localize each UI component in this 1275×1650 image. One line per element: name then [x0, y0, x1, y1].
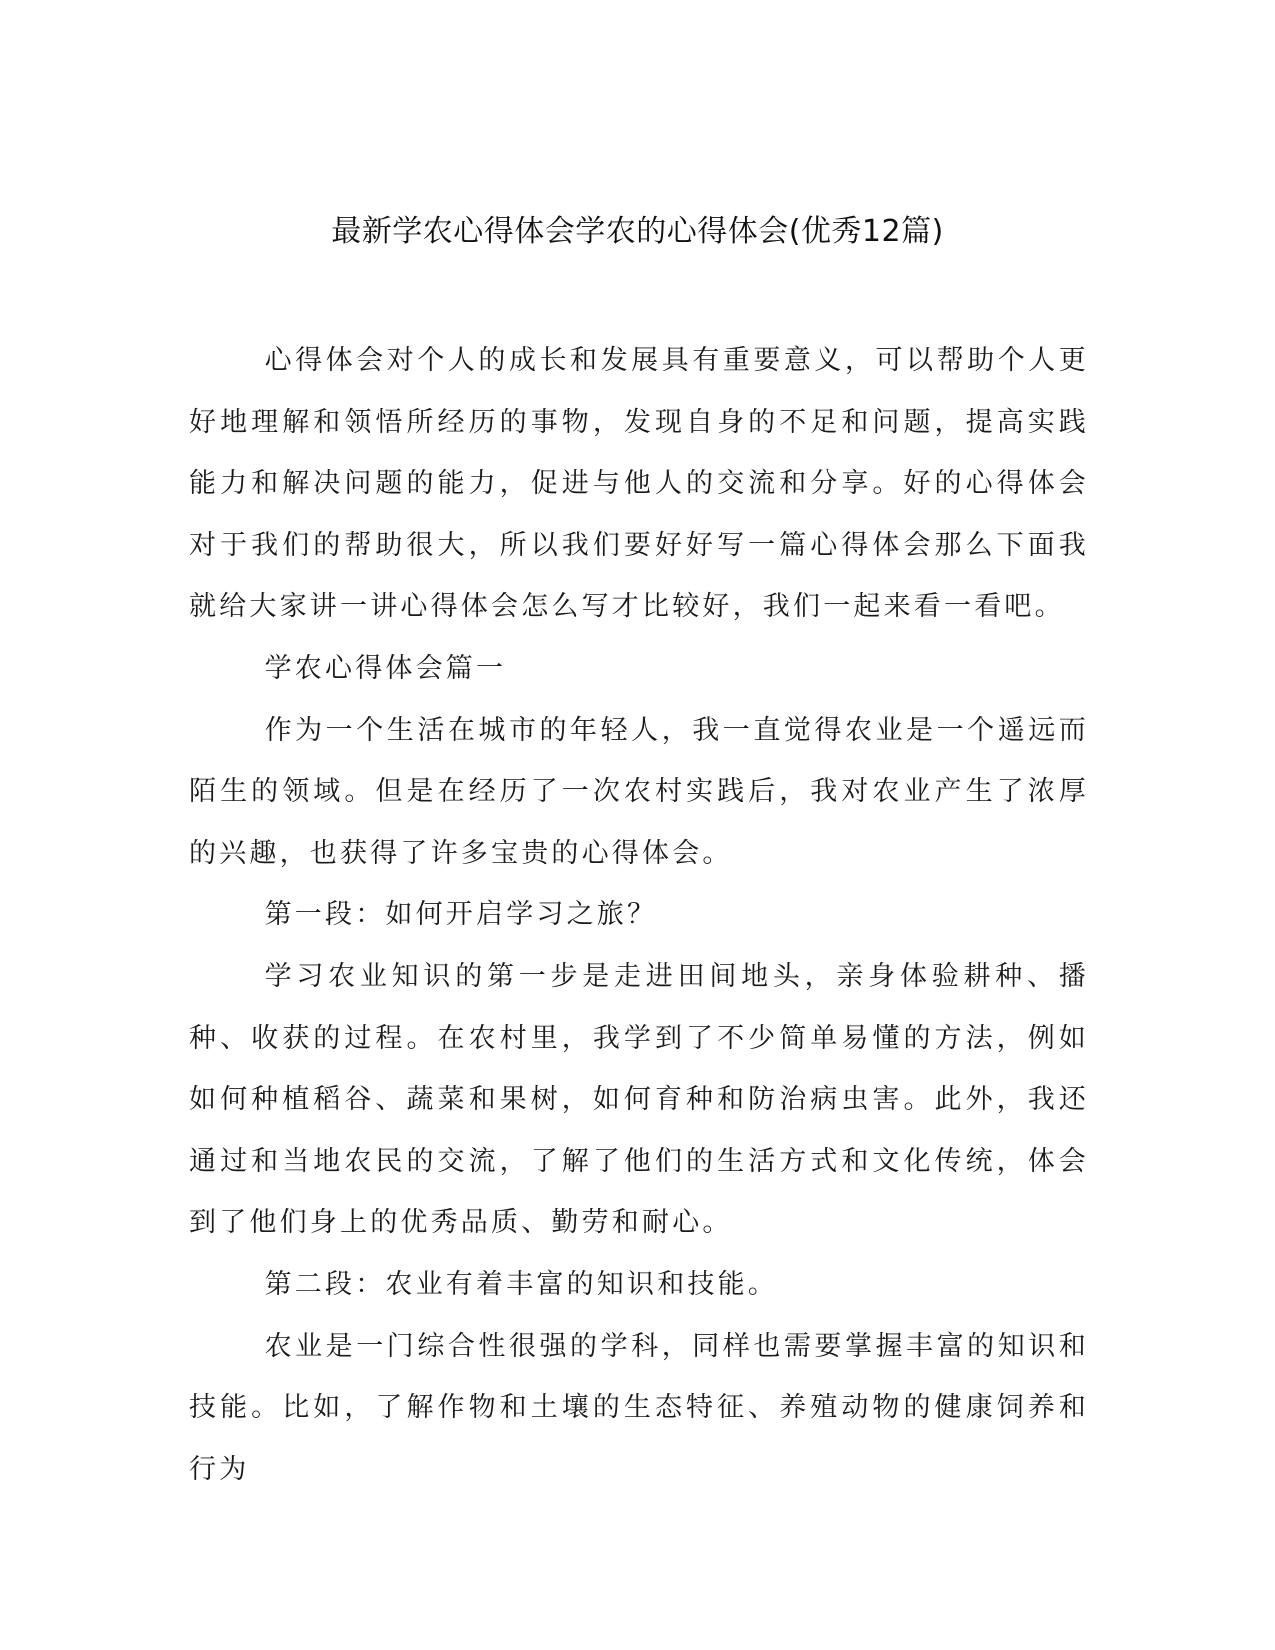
document-body [189, 330, 1089, 1500]
section-heading-part-one: 学农心得体会篇一 [264, 652, 507, 684]
paragraph: 作为一个生活在城市的年轻人，我一直觉得农业是一个遥远而陌生的领域。但是在经历了一次农村实践后，我对农业产生了浓厚的兴趣，也获得了许多宝贵的心得体会。 [189, 714, 1089, 869]
intro-paragraph: 心得体会对个人的成长和发展具有重要意义，可以帮助个人更好地理解和领悟所经历的事物，发现自身的不足和问题，提高实践能力和解决问题的能力，促进与他人的交流和分享。好的心得体会对于我们的帮助很大，所以我们要好好写一篇心得体会那么下面我就给大家讲一讲心得体会怎么写才比较好，我们一起来看一看吧。 [189, 345, 1089, 623]
section-heading-first: 第一段：如何开启学习之旅？ [264, 899, 658, 931]
document-title: 最新学农心得体会学农的心得体会(优秀12篇) [331, 214, 944, 249]
paragraph: 学习农业知识的第一步是走进田间地头，亲身体验耕种、播种、收获的过程。在农村里，我学到了不少简单易懂的方法，例如如何种植稻谷、蔬菜和果树，如何育种和防治病虫害。此外，我还通过和当地农民的交流，了解了他们的生活方式和文化传统，体会到了他们身上的优秀品质、勤劳和耐心。 [189, 960, 1089, 1239]
section-heading-second: 第二段：农业有着丰富的知识和技能。 [264, 1268, 778, 1300]
paragraph: 农业是一门综合性很强的学科，同样也需要掌握丰富的知识和技能。比如，了解作物和土壤的生态特征、养殖动物的健康饲养和行为 [189, 1330, 1089, 1485]
